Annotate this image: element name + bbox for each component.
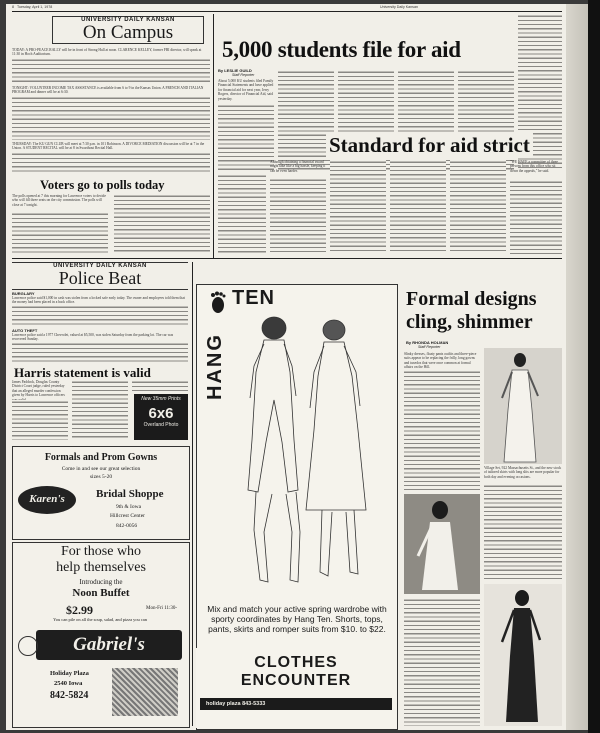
formal-headline-2: cling, shimmer <box>406 311 533 333</box>
formal-photo-2-figure <box>410 496 474 592</box>
store-name-2: ENCOUNTER <box>240 672 352 689</box>
formal-photo-3-figure <box>492 586 552 726</box>
section-rule <box>12 258 562 259</box>
police-text-block <box>12 305 188 327</box>
standard-col-1 <box>270 178 326 254</box>
store-address: holiday plaza 843-5333 <box>200 698 392 710</box>
ad-6x6-num: 6x6 <box>148 405 174 422</box>
main-col-1 <box>218 104 274 170</box>
harris-col-1 <box>12 400 68 440</box>
bridal-logo-oval <box>18 486 76 514</box>
voters-col-2 <box>114 194 210 254</box>
folio-date: Tuesday, April 1, 1978 <box>16 5 53 9</box>
police-text-block-2 <box>12 342 188 362</box>
hangten-store-block <box>196 648 396 728</box>
formal-caption: Village Set, 922 Massachusetts St., and the new stock of tailored skirts with long slits are more popular for both day and evening occasions. <box>484 466 562 479</box>
standard-col-4 <box>450 160 506 254</box>
main-continuation <box>218 174 266 254</box>
formal-col-3 <box>404 598 480 726</box>
hangten-brand2: TEN <box>232 287 275 309</box>
standard-col-2 <box>330 160 386 254</box>
bridal-line2: sizes 5-20 <box>89 474 113 480</box>
folio-page: 8 <box>12 5 14 9</box>
harris-col-3 <box>132 380 188 392</box>
harris-headline: Harris statement is valid <box>14 365 151 380</box>
police-banner: UNIVERSITY DAILY KANSAN <box>53 263 147 269</box>
gabriels-loc1: Holiday Plaza <box>50 670 89 677</box>
folio-rule <box>12 11 562 12</box>
hangten-copy: Mix and match your active spring wardrobe with sporty coordinates by Hang Ten. Shorts, tops, pants, skirts and romper suits from $10. to $22. <box>207 604 387 634</box>
main-staff: Staff Reporter <box>232 73 255 77</box>
main-headline: 5,000 students file for aid <box>222 37 461 62</box>
formal-text: Slinky dresses, floaty pants outfits and three-piece suits appear to be replacing the frilly, long gowns and tuxedos that were once common at formal affairs on the Hill. <box>404 352 477 370</box>
police-h1: BURGLARY <box>12 291 35 296</box>
bridal-phone: 842-0056 <box>116 523 138 529</box>
standard-quote: "WE HAVE a committee of three persons from this office who sit down the appeals," he said. <box>510 160 559 173</box>
gabriels-item: Noon Buffet <box>72 587 130 599</box>
police-title: Police Beat <box>58 268 142 288</box>
police-t2: Lawrence police said a 1977 Chevrolet, valued at $5,500, was stolen Saturday from the parking lot. The car was recovered Sunday. <box>12 333 174 342</box>
gabriels-intro: Introducing the <box>79 578 123 586</box>
store-name-1: CLOTHES <box>254 654 338 671</box>
main-byline: By LESLIE GUILD <box>218 68 252 73</box>
binder-shadow <box>588 0 600 733</box>
footprint-icon <box>205 290 231 314</box>
on-campus-item-1: TODAY: A PRO-PEACE RALLY will be in front of Strong Hall at noon. CLARENCE KELLEY, former FBI director, will speak at 11:30 in Hoch Auditorium. <box>12 48 202 57</box>
ad-6x6 <box>134 394 188 440</box>
standard-col-3 <box>390 160 446 254</box>
gabriels-hours: Mon-Fri 11:30- <box>146 606 178 611</box>
bridal-addr2: Hillcrest Center <box>110 513 145 519</box>
gabriels-desc: You can pile on all the soup, salad, and pizza you can <box>53 617 147 622</box>
standard-headline: Standard for aid strict <box>326 133 533 158</box>
folio-paper: University Daily Kansan <box>380 5 418 9</box>
bridal-logo: Karen's <box>29 493 65 505</box>
folio <box>12 5 212 9</box>
on-campus-flag <box>52 16 204 44</box>
ad-6x6-sub: Overland Photo <box>143 422 179 428</box>
on-campus-text-block-3 <box>12 152 210 174</box>
gabriels-price: $2.99 <box>66 603 93 617</box>
on-campus-title: On Campus <box>82 22 174 43</box>
on-campus-banner: UNIVERSITY DAILY KANSAN <box>81 17 175 23</box>
gabriels-logo-bg <box>36 630 182 660</box>
gabriels-emblem <box>18 636 38 656</box>
voters-col-1 <box>12 212 108 254</box>
bridal-addr1: 9th & Iowa <box>116 504 142 510</box>
gabriels-loc2: 2540 Iowa <box>54 680 83 687</box>
police-h2: AUTO THEFT <box>12 328 38 333</box>
bridal-line1: Come in and see our great selection <box>61 466 141 472</box>
bridal-name: Bridal Shoppe <box>96 488 164 500</box>
harris-col-2 <box>72 380 128 440</box>
hangten-brand-text: HANG <box>204 333 226 400</box>
gabriels-map <box>112 668 178 716</box>
formal-headline-1: Formal designs <box>406 288 537 310</box>
formal-photo-1-figure <box>496 350 546 464</box>
harris-text: James Paddock, Douglas County District Court judge, ruled yesterday that an alleged murder confession given by Harris to Lawrence officers <box>12 380 65 398</box>
ad-6x6-top: New 35mm Prints <box>141 396 181 402</box>
standard-col-5 <box>510 180 562 254</box>
bridal-title: Formals and Prom Gowns <box>44 452 158 463</box>
formal-col-2 <box>484 484 562 580</box>
hangten-illustration <box>234 310 384 600</box>
on-campus-item-3: THURSDAY: The KU GUN CLUB will meet at 7:30 p.m. in 101 Robinson. A DIVORCE MEDIATION discussion will be at 7 in the Union. A STUDENT RECITAL will be at 8 in Swarthout Recital Hall. <box>12 142 205 151</box>
voters-text: The polls opened at 7 this morning for Lawrence voters to decide who will fill three seats on the city commission. The polls will close at 7 tonight. <box>12 194 106 207</box>
column-rule-1 <box>213 14 214 258</box>
gabriels-phone: 842-5824 <box>50 690 89 701</box>
standard-lead: Although obtaining a financial award might take like a big hassle, keeping it can be even harder. <box>270 160 326 173</box>
on-campus-item-2: TONIGHT: VOLUNTEER INCOME TAX ASSISTANCE is available from 6 to 9 in the Kansas Union. A FRENCH AND ITALIAN PROGRAM and dinner will be at 6:30. <box>12 86 204 95</box>
formal-col-1 <box>404 370 480 490</box>
gabriels-head2: help themselves <box>56 560 146 575</box>
police-t1: Lawrence police said $1,000 in cash was stolen from a locked safe early today. The owner and employees told them that the money had been placed in a back office. <box>12 296 185 305</box>
formal-staff: Staff Reporter <box>418 345 441 349</box>
formal-byline: By RHONDA HOLMAN <box>406 340 449 345</box>
on-campus-text-block <box>12 58 210 84</box>
gabriels-logo: Gabriel's <box>73 634 145 655</box>
on-campus-text-block-2 <box>12 96 210 140</box>
police-flag <box>12 262 188 290</box>
column-rule-2 <box>192 262 193 726</box>
main-lead: About 5,000 KU students filed Family Financial Statements and have applied for financial aid for next year, Jerry Rogers, director of Financial Aid, said yesterday. <box>218 79 274 101</box>
gabriels-head1: For those who <box>60 544 142 559</box>
voters-headline: Voters go to polls today <box>40 178 165 192</box>
